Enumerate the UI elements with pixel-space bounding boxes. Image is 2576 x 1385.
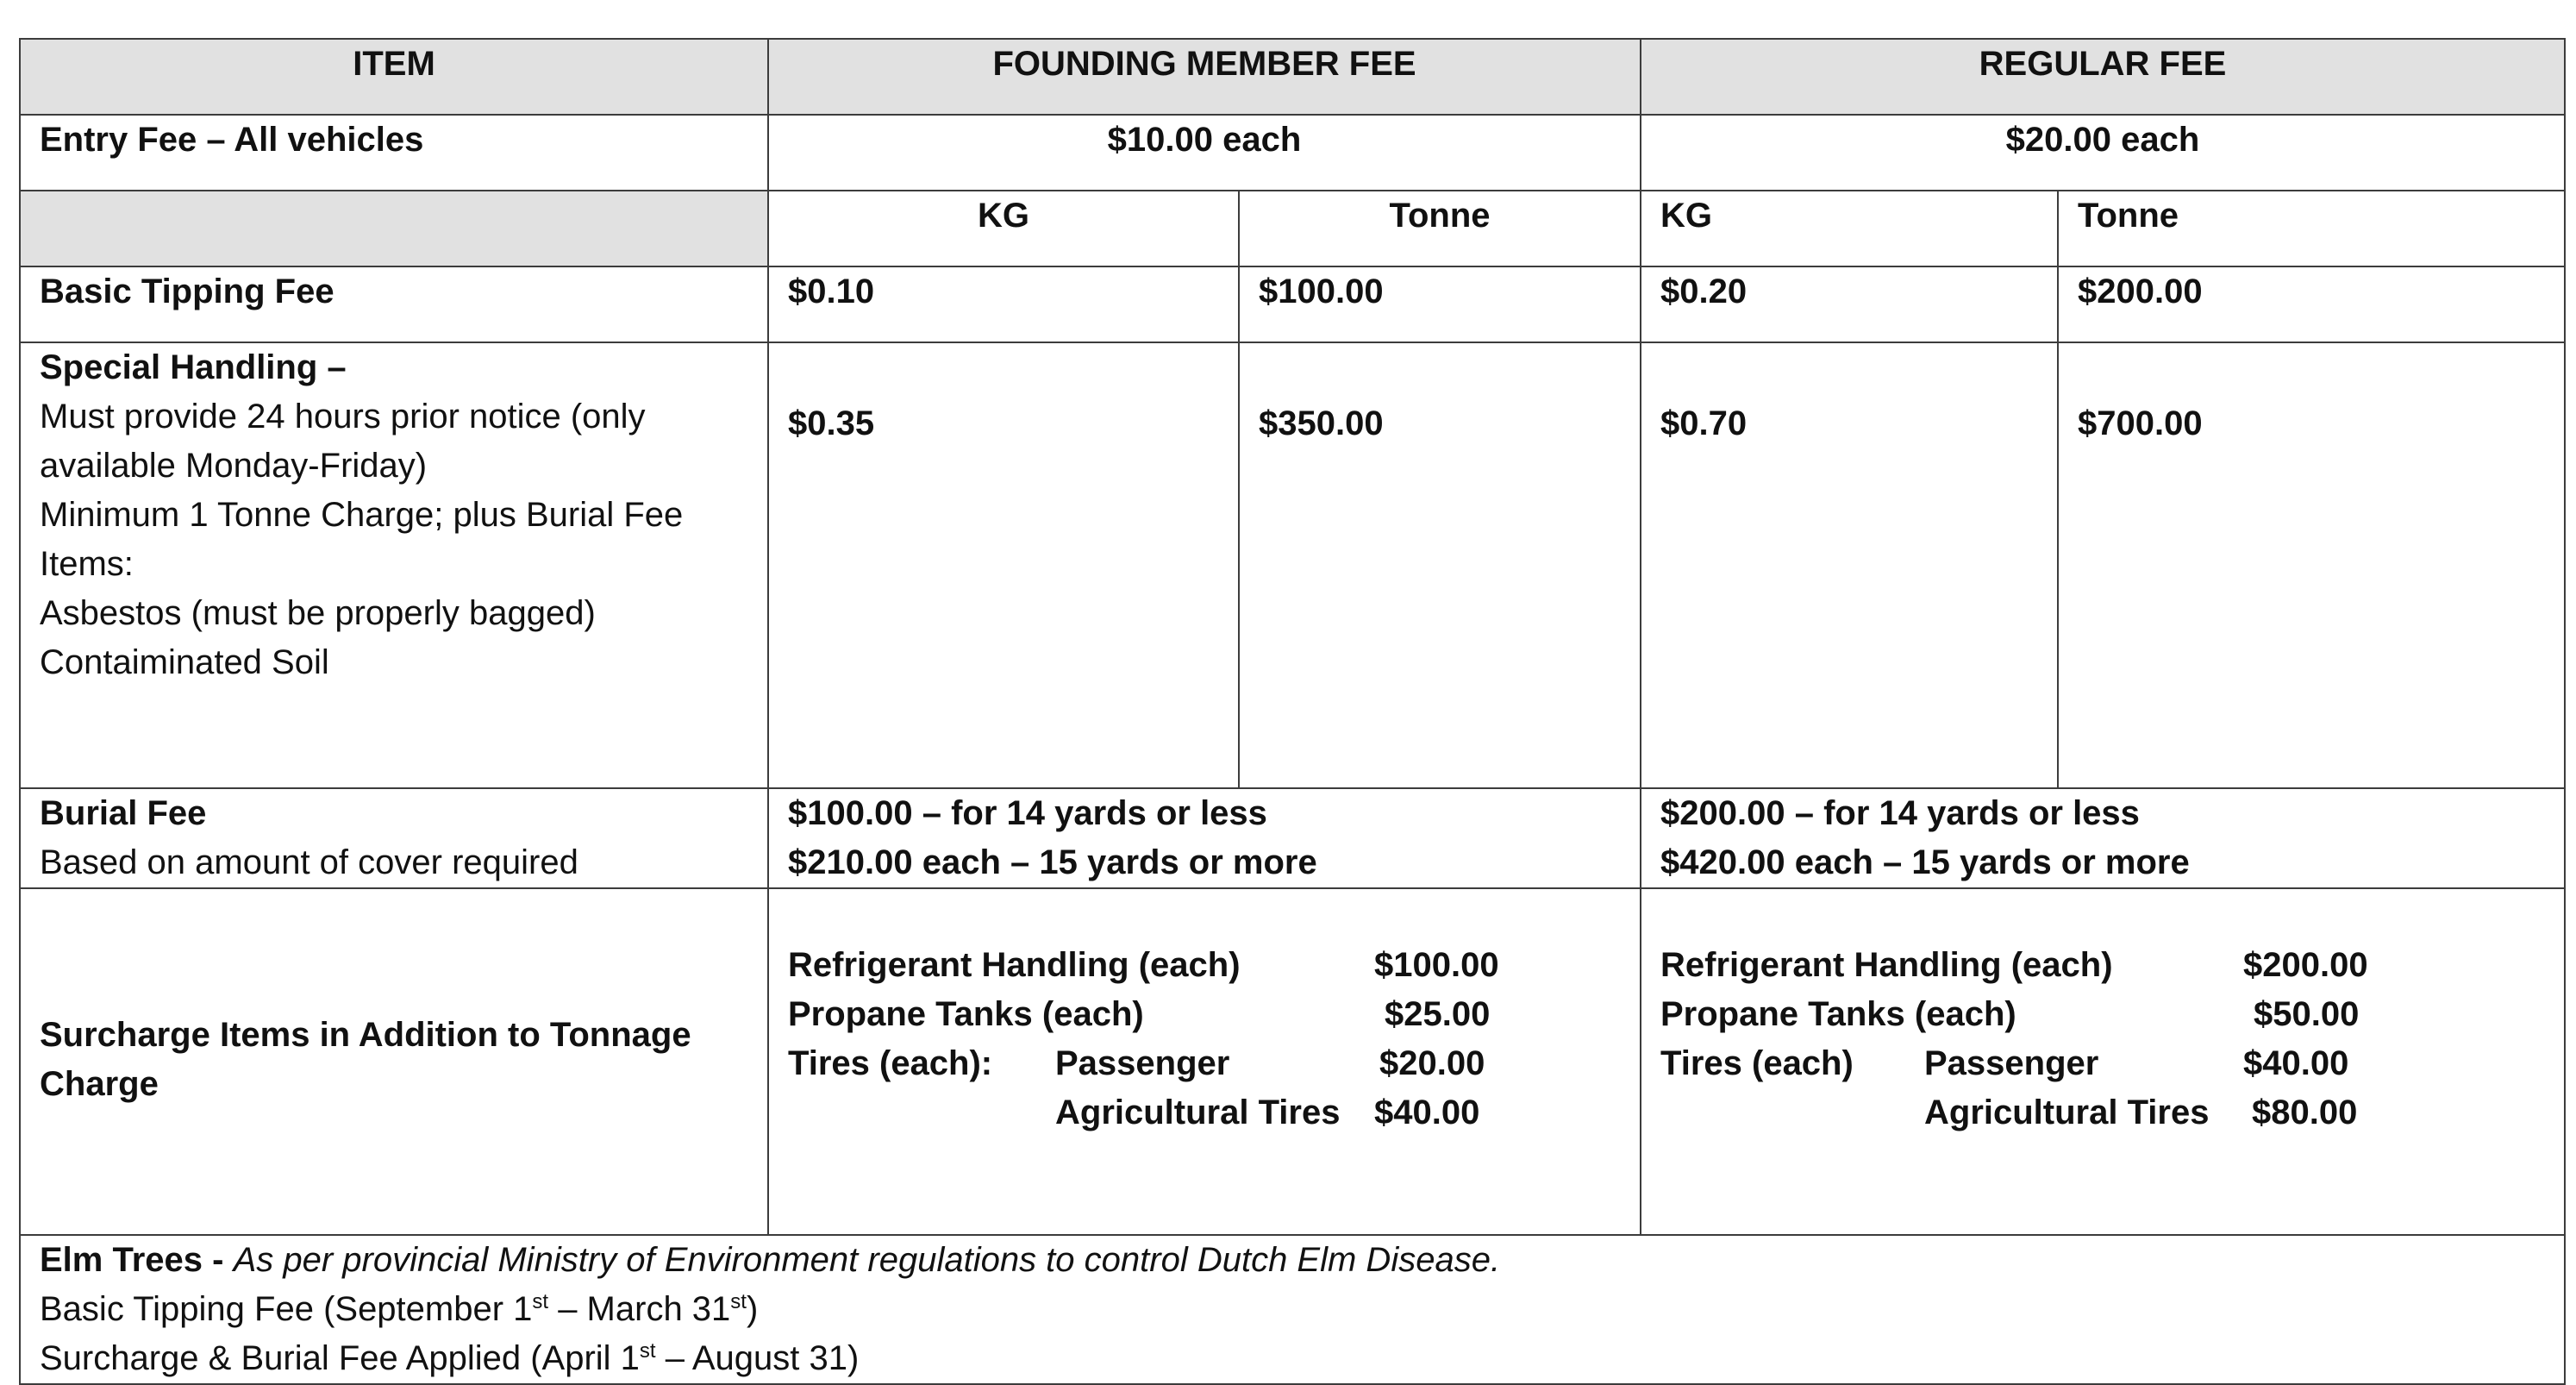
passenger-amount: $20.00	[1379, 1044, 1485, 1082]
burial-fee-description	[20, 788, 768, 888]
special-handling-founding-kg: $0.35	[768, 342, 1239, 788]
burial-founding-line: $210.00 each – 15 yards or more	[788, 843, 1317, 881]
burial-regular-line: $200.00 – for 14 yards or less	[1660, 794, 2140, 832]
refrigerant-amount: $100.00	[1374, 946, 1499, 984]
basic-tipping-founding-tonne: $100.00	[1239, 266, 1641, 342]
special-handling-line: Must provide 24 hours prior notice (only	[40, 398, 646, 436]
passenger-amount: $40.00	[2243, 1044, 2349, 1082]
header-founding-member-fee: FOUNDING MEMBER FEE	[768, 39, 1641, 115]
passenger-label: Passenger	[1055, 1044, 1230, 1082]
basic-tipping-label: Basic Tipping Fee	[20, 266, 768, 342]
surcharge-item	[788, 941, 1621, 990]
surcharge-label-cell	[20, 888, 768, 1235]
basic-tipping-regular-kg: $0.20	[1641, 266, 2058, 342]
propane-label: Propane Tanks (each)	[1660, 995, 2016, 1033]
special-handling-line: Minimum 1 Tonne Charge; plus Burial Fee	[40, 496, 684, 534]
passenger-label: Passenger	[1924, 1044, 2099, 1082]
special-handling-line: Asbestos (must be properly bagged)	[40, 594, 596, 632]
founding-kg-unit: KG	[768, 191, 1239, 266]
elm-trees-heading	[40, 1236, 2545, 1285]
header-row	[20, 39, 2565, 115]
elm-basic-tipping-period	[40, 1285, 2545, 1334]
elm-line2-text: )	[746, 1290, 759, 1328]
ordinal-suffix: st	[730, 1290, 747, 1313]
burial-fee-subtitle: Based on amount of cover required	[40, 843, 578, 881]
burial-fee-row	[20, 788, 2565, 888]
ordinal-suffix: st	[532, 1290, 549, 1313]
special-handling-line: Items:	[40, 545, 134, 583]
basic-tipping-founding-kg: $0.10	[768, 266, 1239, 342]
header-regular-fee: REGULAR FEE	[1641, 39, 2565, 115]
surcharge-regular	[1641, 888, 2565, 1235]
header-item: ITEM	[20, 39, 768, 115]
elm-trees-cell	[20, 1235, 2565, 1384]
surcharge-item	[788, 1088, 1621, 1137]
special-handling-regular-kg: $0.70	[1641, 342, 2058, 788]
elm-trees-row	[20, 1235, 2565, 1384]
tires-indent	[1660, 1088, 1924, 1137]
elm-line3-text: – August 31)	[655, 1339, 860, 1377]
special-handling-founding-tonne: $350.00	[1239, 342, 1641, 788]
surcharge-label-line: Surcharge Items in Addition to Tonnage	[40, 1016, 691, 1054]
special-handling-row	[20, 342, 2565, 788]
surcharge-item	[1660, 1088, 2545, 1137]
fee-table	[19, 38, 2566, 1385]
burial-founding-line: $100.00 – for 14 yards or less	[788, 794, 1267, 832]
propane-amount: $25.00	[1385, 995, 1491, 1033]
elm-line3-text: Surcharge & Burial Fee Applied (April 1	[40, 1339, 640, 1377]
burial-fee-founding	[768, 788, 1641, 888]
units-row	[20, 191, 2565, 266]
surcharge-label-line: Charge	[40, 1065, 159, 1103]
surcharge-founding	[768, 888, 1641, 1235]
elm-line2-text: – March 31	[548, 1290, 731, 1328]
propane-label: Propane Tanks (each)	[788, 995, 1144, 1033]
units-blank-cell	[20, 191, 768, 266]
agricultural-tires-amount: $80.00	[2252, 1094, 2358, 1131]
entry-fee-regular: $20.00 each	[1641, 115, 2565, 191]
basic-tipping-row	[20, 266, 2565, 342]
special-handling-description	[20, 342, 768, 788]
ordinal-suffix: st	[639, 1339, 656, 1363]
elm-trees-note: As per provincial Ministry of Environment regulations to control Dutch Elm Disease.	[233, 1241, 1501, 1279]
entry-fee-row	[20, 115, 2565, 191]
burial-fee-regular	[1641, 788, 2565, 888]
elm-line2-text: Basic Tipping Fee (September 1	[40, 1290, 533, 1328]
founding-tonne-unit: Tonne	[1239, 191, 1641, 266]
refrigerant-amount: $200.00	[2243, 946, 2368, 984]
entry-fee-label: Entry Fee – All vehicles	[20, 115, 768, 191]
special-handling-regular-tonne: $700.00	[2058, 342, 2565, 788]
tires-label: Tires (each):	[788, 1044, 993, 1082]
refrigerant-label: Refrigerant Handling (each)	[1660, 946, 2113, 984]
special-handling-title: Special Handling –	[40, 348, 347, 386]
special-handling-line: available Monday-Friday)	[40, 447, 428, 485]
basic-tipping-regular-tonne: $200.00	[2058, 266, 2565, 342]
surcharge-row	[20, 888, 2565, 1235]
surcharge-item	[788, 1039, 1621, 1088]
surcharge-item	[1660, 941, 2545, 990]
agricultural-tires-amount: $40.00	[1374, 1094, 1480, 1131]
elm-surcharge-period	[40, 1334, 2545, 1383]
burial-fee-title: Burial Fee	[40, 794, 207, 832]
regular-kg-unit: KG	[1641, 191, 2058, 266]
entry-fee-founding: $10.00 each	[768, 115, 1641, 191]
propane-amount: $50.00	[2254, 995, 2360, 1033]
agricultural-tires-label: Agricultural Tires	[1924, 1094, 2210, 1131]
surcharge-item	[788, 990, 1621, 1039]
elm-trees-title: Elm Trees -	[40, 1241, 224, 1279]
tires-indent	[788, 1088, 1055, 1137]
refrigerant-label: Refrigerant Handling (each)	[788, 946, 1241, 984]
special-handling-line: Contaiminated Soil	[40, 643, 329, 681]
tires-label: Tires (each)	[1660, 1044, 1854, 1082]
regular-tonne-unit: Tonne	[2058, 191, 2565, 266]
burial-regular-line: $420.00 each – 15 yards or more	[1660, 843, 2190, 881]
surcharge-item	[1660, 1039, 2545, 1088]
agricultural-tires-label: Agricultural Tires	[1055, 1094, 1341, 1131]
surcharge-item	[1660, 990, 2545, 1039]
